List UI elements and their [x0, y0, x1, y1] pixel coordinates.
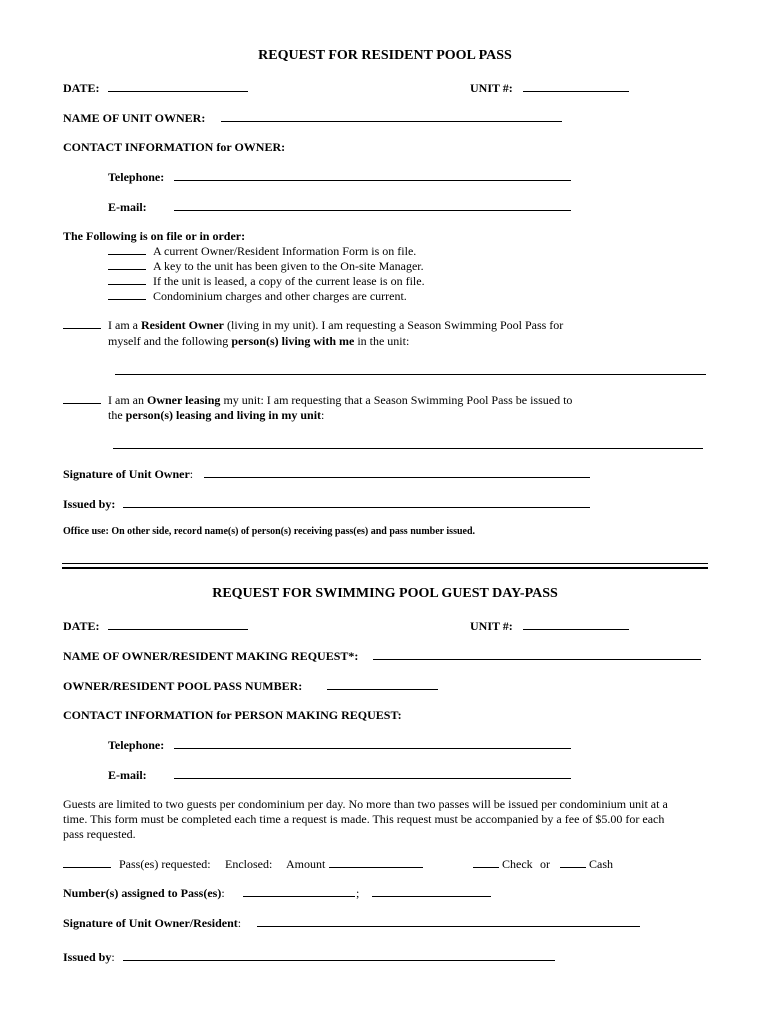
pass-number-2-field[interactable] — [372, 886, 491, 900]
resident-date-field[interactable] — [108, 81, 248, 95]
section-divider — [62, 563, 708, 564]
check-option-field[interactable] — [473, 857, 499, 871]
passes-requested-label: Pass(es) requested: — [119, 857, 211, 871]
pass-numbers-separator: ; — [356, 886, 360, 900]
guest-date-field[interactable] — [108, 619, 248, 633]
amount-field[interactable] — [329, 857, 423, 871]
resident-persons-field[interactable] — [115, 364, 706, 378]
owner-name-field[interactable] — [221, 111, 562, 125]
resident-issued-by-field[interactable] — [123, 497, 590, 511]
check-label: Check — [502, 857, 533, 871]
owner-name-label: NAME OF UNIT OWNER: — [63, 111, 206, 125]
guest-unit-field[interactable] — [523, 619, 629, 633]
enclosed-label: Enclosed: — [225, 857, 273, 871]
owner-signature-field[interactable] — [204, 467, 590, 481]
owner-telephone-label: Telephone: — [108, 170, 165, 184]
requester-telephone-field[interactable] — [174, 738, 571, 752]
checklist-heading: The Following is on file or in order: — [63, 229, 246, 243]
amount-label: Amount — [286, 857, 326, 871]
owner-leasing-checkbox[interactable] — [63, 393, 101, 407]
owner-signature-label: Signature of Unit Owner: — [63, 467, 194, 481]
resident-owner-checkbox[interactable] — [63, 318, 101, 332]
leasing-persons-field[interactable] — [113, 438, 703, 452]
resident-owner-statement: I am a Resident Owner (living in my unit). I am requesting a Season Swimming Pool Pass for — [108, 318, 564, 332]
checklist-item[interactable] — [108, 289, 146, 303]
resident-title: REQUEST FOR RESIDENT POOL PASS — [258, 48, 512, 63]
resident-issued-by-label: Issued by: — [63, 497, 116, 511]
guest-notice: Guests are limited to two guests per condominium per day. No more than two passes will be issued per condominium unit at a — [63, 797, 668, 811]
resident-signature-label: Signature of Unit Owner/Resident: — [63, 916, 242, 930]
cash-label: Cash — [589, 857, 613, 871]
guest-issued-by-field[interactable] — [123, 950, 555, 964]
resident-unit-label: UNIT #: — [470, 81, 513, 95]
owner-leasing-statement-2: the person(s) leasing and living in my unit: — [108, 408, 325, 422]
resident-date-label: DATE: — [63, 81, 100, 95]
owner-telephone-field[interactable] — [174, 170, 571, 184]
guest-notice: time. This form must be completed each time a request is made. This request must be accompanied by a fee of $5.00 for each — [63, 812, 665, 826]
or-label: or — [540, 857, 550, 871]
requester-contact-label: CONTACT INFORMATION for PERSON MAKING REQUEST: — [63, 708, 402, 722]
requester-email-label: E-mail: — [108, 768, 147, 782]
checklist-item[interactable] — [108, 259, 146, 273]
checklist-text: Condominium charges and other charges are current. — [153, 289, 407, 303]
pass-numbers-label: Number(s) assigned to Pass(es): — [63, 886, 225, 900]
checklist-item[interactable] — [108, 244, 146, 258]
resident-signature-field[interactable] — [257, 916, 640, 930]
requester-email-field[interactable] — [174, 768, 571, 782]
checklist-text: If the unit is leased, a copy of the current lease is on file. — [153, 274, 425, 288]
checklist-item[interactable] — [108, 274, 146, 288]
guest-issued-by-label: Issued by: — [63, 950, 115, 964]
resident-unit-field[interactable] — [523, 81, 629, 95]
office-use-note: Office use: On other side, record name(s) of person(s) receiving pass(es) and pass number issued. — [63, 526, 476, 537]
passes-requested-field[interactable] — [63, 857, 111, 871]
guest-notice: pass requested. — [63, 827, 136, 841]
pass-number-1-field[interactable] — [243, 886, 355, 900]
owner-email-field[interactable] — [174, 200, 571, 214]
section-divider — [62, 567, 708, 569]
checklist-text: A current Owner/Resident Information Form is on file. — [153, 244, 417, 258]
owner-email-label: E-mail: — [108, 200, 147, 214]
requester-name-label: NAME OF OWNER/RESIDENT MAKING REQUEST*: — [63, 649, 359, 663]
pool-pass-number-label: OWNER/RESIDENT POOL PASS NUMBER: — [63, 679, 303, 693]
owner-leasing-statement: I am an Owner leasing my unit: I am requesting that a Season Swimming Pool Pass be issued to — [108, 393, 573, 407]
resident-owner-statement-2: myself and the following person(s) living with me in the unit: — [108, 334, 410, 348]
guest-date-label: DATE: — [63, 619, 100, 633]
requester-telephone-label: Telephone: — [108, 738, 165, 752]
owner-contact-label: CONTACT INFORMATION for OWNER: — [63, 140, 286, 154]
checklist-text: A key to the unit has been given to the On-site Manager. — [153, 259, 424, 273]
requester-name-field[interactable] — [373, 649, 701, 663]
guest-unit-label: UNIT #: — [470, 619, 513, 633]
guest-title: REQUEST FOR SWIMMING POOL GUEST DAY-PASS — [212, 586, 558, 601]
cash-option-field[interactable] — [560, 857, 586, 871]
pool-pass-number-field[interactable] — [327, 679, 438, 693]
